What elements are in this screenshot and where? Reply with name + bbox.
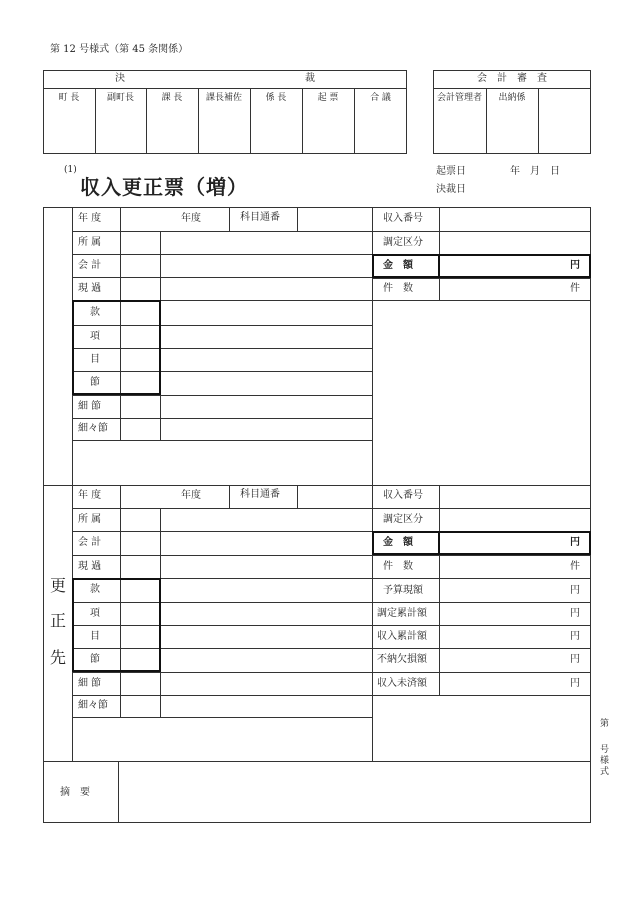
title-note: (1) (64, 165, 77, 175)
sec2-row-current: 現 過 (78, 561, 102, 572)
sec2-label-budget: 予算現額 (383, 585, 423, 596)
approval-col-section: 係 長 (265, 93, 287, 103)
sec2-unit-loss: 円 (570, 654, 580, 665)
sec2-row-account: 会 計 (78, 537, 102, 548)
sec1-year-suffix: 年度 (181, 213, 201, 224)
sec2-row-setsu: 節 (90, 654, 100, 665)
approval-header-right: 裁 (305, 73, 315, 84)
sec2-row-saisetsu: 細 節 (78, 678, 102, 689)
sec1-row-account: 会 計 (78, 260, 102, 271)
sec1-label-amount: 金 額 (383, 260, 413, 271)
sec2-unit-budget: 円 (570, 585, 580, 596)
sec1-row-moku: 目 (90, 354, 100, 365)
approval-col-draft: 起 票 (317, 93, 339, 103)
sec1-row-saisetsu: 細 節 (78, 401, 102, 412)
sec1-code-box (72, 300, 161, 395)
sec1-row-dept: 所 属 (78, 237, 102, 248)
sec2-label-count: 件 数 (383, 561, 413, 572)
sec2-code-box (72, 578, 161, 672)
sec2-label-receipt-no: 収入番号 (383, 490, 423, 501)
sec1-row-current: 現 過 (78, 283, 102, 294)
approval-header-left: 決 (115, 73, 125, 84)
sec2-year-suffix: 年度 (181, 490, 201, 501)
sec1-label-assess: 調定区分 (383, 237, 423, 248)
sec2-unit-uncollected: 円 (570, 678, 580, 689)
audit-col-manager: 会計管理者 (436, 93, 482, 103)
audit-header: 会 計 審 査 (477, 73, 547, 84)
sec2-label-assess-total: 調定累計額 (377, 608, 427, 619)
sec2-row-dept: 所 属 (78, 514, 102, 525)
sec2-unit-assess-total: 円 (570, 608, 580, 619)
sec1-row-setsu: 節 (90, 377, 100, 388)
audit-col-cashier: 出納係 (498, 93, 526, 103)
side-note-dai: 第 (598, 718, 608, 729)
sec1-label-count: 件 数 (383, 283, 413, 294)
sec1-unit-amount: 円 (570, 260, 580, 271)
sec2-label-assess: 調定区分 (383, 514, 423, 525)
page-title: 収入更正票（増） (80, 175, 248, 199)
sec2-row-moku: 目 (90, 631, 100, 642)
approval-col-consult: 合 議 (370, 93, 391, 103)
summary-label: 摘 要 (60, 787, 90, 798)
sec2-label-amount: 金 額 (383, 537, 413, 548)
approval-col-assistant: 課長補佐 (205, 93, 242, 103)
sec2-side-label-1: 更 (50, 576, 67, 595)
sec2-row-kan: 款 (90, 584, 100, 595)
sec2-label-loss: 不納欠損額 (377, 654, 427, 665)
sec1-row-kou: 項 (90, 331, 100, 342)
sec1-row-kan: 款 (90, 307, 100, 318)
sec2-subject-no: 科目通番 (240, 489, 280, 500)
sec1-subject-no: 科目通番 (240, 212, 280, 223)
sec2-label-uncollected: 収入未済額 (377, 678, 427, 689)
sec1-row-year: 年 度 (78, 213, 102, 224)
sec2-row-year: 年 度 (78, 490, 102, 501)
sec2-unit-count: 件 (570, 561, 580, 572)
form-number: 第 12 号様式（第 45 条関係） (50, 44, 189, 55)
approval-col-chief: 課 長 (161, 93, 183, 103)
sec2-row-kou: 項 (90, 608, 100, 619)
sec2-side-label-3: 先 (50, 648, 67, 667)
sec2-label-receipt-total: 収入累計額 (377, 631, 427, 642)
approval-col-mayor: 町 長 (58, 93, 80, 103)
sec2-side-label-2: 正 (50, 611, 67, 630)
sec1-label-receipt-no: 収入番号 (383, 213, 423, 224)
sec2-row-saisaisetsu: 細々節 (78, 700, 108, 711)
sec2-unit-amount: 円 (570, 537, 580, 548)
draft-date-ymd: 年 月 日 (510, 166, 560, 177)
sec1-row-saisaisetsu: 細々節 (78, 423, 108, 434)
draft-date-label: 起票日 (436, 166, 466, 177)
side-note-style: 号様式 (598, 744, 608, 777)
approval-col-deputy: 副町長 (106, 93, 134, 103)
sec1-unit-count: 件 (570, 283, 580, 294)
sec2-unit-receipt-total: 円 (570, 631, 580, 642)
decision-date-label: 決裁日 (436, 184, 466, 195)
